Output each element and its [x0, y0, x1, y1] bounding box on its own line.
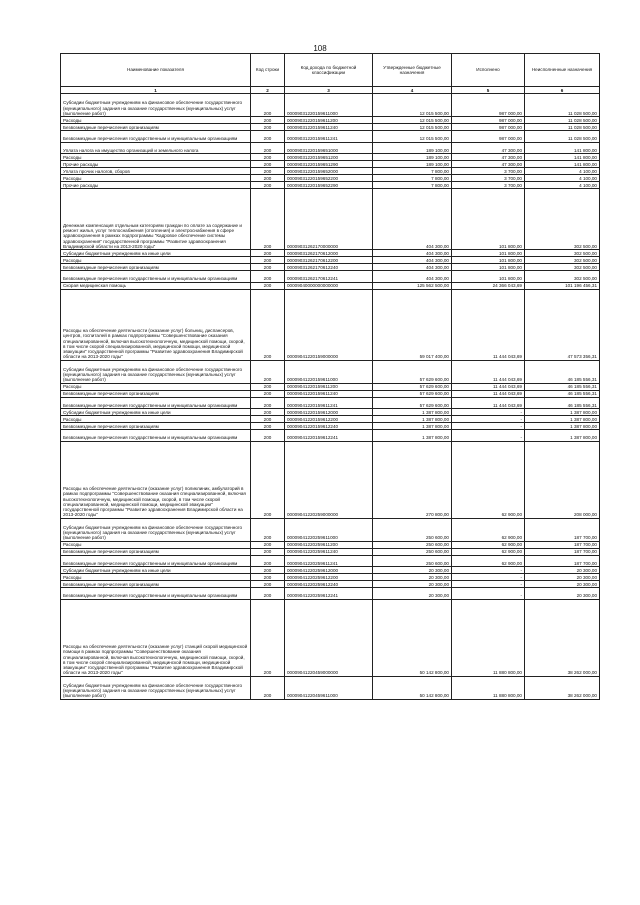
row-code: 200 — [251, 567, 285, 574]
row-approved: 7 800,00 — [373, 168, 452, 175]
row-unexecuted: 46 185 556,31 — [525, 390, 600, 397]
row-executed: 3 700,00 — [452, 182, 525, 189]
row-approved: 1 387 800,00 — [373, 430, 452, 442]
row-executed: 62 900,00 — [452, 518, 525, 541]
column-number-row — [61, 87, 600, 94]
row-approved: 189 100,00 — [373, 161, 452, 168]
row-executed: 987 000,00 — [452, 94, 525, 117]
row-approved: 1 387 800,00 — [373, 409, 452, 416]
row-classification: 00009031262170612240 — [285, 264, 373, 271]
row-executed: 101 800,00 — [452, 250, 525, 257]
row-unexecuted: 4 100,00 — [525, 168, 600, 175]
row-executed: - — [452, 409, 525, 416]
row-unexecuted: 302 500,00 — [525, 257, 600, 264]
row-classification: 00009031220159611200 — [285, 117, 373, 124]
row-name: Расходы — [61, 117, 251, 124]
row-classification: 00009041220159612200 — [285, 416, 373, 423]
row-unexecuted: 11 028 500,00 — [525, 124, 600, 131]
row-unexecuted: 11 028 500,00 — [525, 131, 600, 143]
table-row — [61, 131, 600, 143]
row-executed: 11 444 043,69 — [452, 383, 525, 390]
row-code: 200 — [251, 189, 285, 250]
row-executed: 47 300,00 — [452, 154, 525, 161]
row-classification: 00009041220259000000 — [285, 441, 373, 518]
row-classification: 00009041220159611000 — [285, 360, 373, 383]
row-approved: 57 629 600,00 — [373, 397, 452, 409]
table-row — [61, 390, 600, 397]
row-code: 200 — [251, 264, 285, 271]
row-code: 200 — [251, 117, 285, 124]
row-unexecuted: 101 196 456,31 — [525, 282, 600, 289]
header-classification: Код дохода по бюджетной классификации — [285, 54, 373, 87]
row-name: Безвозмездные перечисления организациям — [61, 124, 251, 131]
row-name: Субсидии бюджетным учреждениям на иные цели — [61, 250, 251, 257]
row-name: Субсидии бюджетным учреждениям на иные цели — [61, 409, 251, 416]
row-name: Безвозмездные перечисления организациям — [61, 548, 251, 555]
row-approved: 20 300,00 — [373, 574, 452, 581]
row-code: 200 — [251, 289, 285, 360]
row-unexecuted: 46 185 556,31 — [525, 397, 600, 409]
row-executed: - — [452, 567, 525, 574]
row-classification: 00009041220259612240 — [285, 581, 373, 588]
row-unexecuted: 302 500,00 — [525, 264, 600, 271]
row-code: 200 — [251, 360, 285, 383]
column-number: 6 — [525, 87, 600, 94]
row-code: 200 — [251, 154, 285, 161]
table-row — [61, 541, 600, 548]
row-code: 200 — [251, 588, 285, 600]
row-code: 200 — [251, 416, 285, 423]
row-unexecuted: 11 028 500,00 — [525, 117, 600, 124]
table-row — [61, 588, 600, 600]
row-code: 200 — [251, 161, 285, 168]
row-classification: 00009031262170612241 — [285, 271, 373, 283]
row-name: Уплата налога на имущество организаций и земельного налога — [61, 142, 251, 154]
row-name: Безвозмездные перечисления организациям — [61, 264, 251, 271]
row-classification: 00009031220159611240 — [285, 124, 373, 131]
row-approved: 12 015 500,00 — [373, 124, 452, 131]
row-classification: 00009031220159611241 — [285, 131, 373, 143]
table-body — [61, 94, 600, 700]
row-classification: 00009041220459000000 — [285, 599, 373, 676]
row-classification: 00009041220259611241 — [285, 555, 373, 567]
row-unexecuted: 4 100,00 — [525, 182, 600, 189]
row-code: 200 — [251, 409, 285, 416]
row-executed: 47 300,00 — [452, 161, 525, 168]
row-name: Расходы — [61, 175, 251, 182]
row-unexecuted: 1 387 800,00 — [525, 416, 600, 423]
row-approved: 12 015 500,00 — [373, 131, 452, 143]
row-classification: 00009031220159651000 — [285, 142, 373, 154]
row-classification: 00009041220159612240 — [285, 423, 373, 430]
header-name: Наименование показателя — [61, 54, 251, 87]
row-name: Субсидии бюджетным учреждениям на иные цели — [61, 567, 251, 574]
row-approved: 404 300,00 — [373, 271, 452, 283]
row-executed: 11 880 800,00 — [452, 676, 525, 699]
row-executed: 3 700,00 — [452, 175, 525, 182]
row-unexecuted: 20 300,00 — [525, 567, 600, 574]
header-unexecuted: Неисполненные назначения — [525, 54, 600, 87]
row-approved: 20 300,00 — [373, 588, 452, 600]
row-unexecuted: 141 800,00 — [525, 161, 600, 168]
row-name: Безвозмездные перечисления государственным и муниципальным организациям — [61, 131, 251, 143]
table-row — [61, 250, 600, 257]
row-classification: 00009041220259611000 — [285, 518, 373, 541]
table-row — [61, 154, 600, 161]
row-unexecuted: 20 300,00 — [525, 581, 600, 588]
row-name: Скорая медицинская помощь — [61, 282, 251, 289]
table-row — [61, 409, 600, 416]
row-code: 200 — [251, 397, 285, 409]
row-unexecuted: 187 700,00 — [525, 541, 600, 548]
row-classification: 00009031220159652290 — [285, 182, 373, 189]
row-unexecuted: 20 300,00 — [525, 588, 600, 600]
row-name: Расходы — [61, 257, 251, 264]
table-row — [61, 257, 600, 264]
row-executed: 101 800,00 — [452, 264, 525, 271]
row-code: 200 — [251, 430, 285, 442]
row-code: 200 — [251, 518, 285, 541]
row-unexecuted: 47 573 356,31 — [525, 289, 600, 360]
column-number: 5 — [452, 87, 525, 94]
row-classification: 00009031220159611000 — [285, 94, 373, 117]
row-executed: 62 900,00 — [452, 541, 525, 548]
table-row — [61, 182, 600, 189]
row-approved: 1 387 800,00 — [373, 423, 452, 430]
row-executed: - — [452, 588, 525, 600]
row-name: Прочие расходы — [61, 182, 251, 189]
row-name: Уплата прочих налогов, сборов — [61, 168, 251, 175]
row-code: 200 — [251, 182, 285, 189]
row-unexecuted: 302 500,00 — [525, 271, 600, 283]
table-row — [61, 567, 600, 574]
row-classification: 00009040000000000000 — [285, 282, 373, 289]
table-row — [61, 581, 600, 588]
row-executed: - — [452, 416, 525, 423]
row-approved: 125 562 500,00 — [373, 282, 452, 289]
row-code: 200 — [251, 581, 285, 588]
row-executed: 11 444 043,69 — [452, 397, 525, 409]
row-approved: 59 017 400,00 — [373, 289, 452, 360]
row-code: 200 — [251, 175, 285, 182]
row-classification: 00009041220259612000 — [285, 567, 373, 574]
row-executed: 11 880 800,00 — [452, 599, 525, 676]
row-code: 200 — [251, 676, 285, 699]
row-approved: 250 600,00 — [373, 518, 452, 541]
row-executed: - — [452, 423, 525, 430]
row-approved: 189 100,00 — [373, 142, 452, 154]
row-executed: 11 444 043,69 — [452, 390, 525, 397]
row-classification: 00009041220259611200 — [285, 541, 373, 548]
row-code: 200 — [251, 142, 285, 154]
row-unexecuted: 187 700,00 — [525, 518, 600, 541]
row-classification: 00009041220459611000 — [285, 676, 373, 699]
row-executed: 3 700,00 — [452, 168, 525, 175]
row-code: 200 — [251, 548, 285, 555]
row-classification: 00009031220159652200 — [285, 175, 373, 182]
row-approved: 270 800,00 — [373, 441, 452, 518]
row-classification: 00009041220259611240 — [285, 548, 373, 555]
row-unexecuted: 208 000,00 — [525, 441, 600, 518]
row-approved: 250 600,00 — [373, 555, 452, 567]
table-row — [61, 161, 600, 168]
table-row — [61, 430, 600, 442]
table-row — [61, 397, 600, 409]
row-approved: 404 300,00 — [373, 264, 452, 271]
table-row — [61, 676, 600, 699]
table-row — [61, 117, 600, 124]
row-name: Безвозмездные перечисления организациям — [61, 423, 251, 430]
row-approved: 12 015 500,00 — [373, 117, 452, 124]
row-approved: 20 300,00 — [373, 581, 452, 588]
row-name: Расходы — [61, 154, 251, 161]
row-name: Расходы — [61, 541, 251, 548]
column-number: 1 — [61, 87, 251, 94]
row-code: 200 — [251, 250, 285, 257]
row-unexecuted: 11 028 500,00 — [525, 94, 600, 117]
row-approved: 57 629 600,00 — [373, 390, 452, 397]
row-classification: 00009031262170000000 — [285, 189, 373, 250]
row-code: 200 — [251, 168, 285, 175]
row-unexecuted: 141 800,00 — [525, 142, 600, 154]
row-executed: 987 000,00 — [452, 124, 525, 131]
row-executed: 987 000,00 — [452, 131, 525, 143]
row-name: Субсидии бюджетным учреждениям на финансовое обеспечение государственного (муниципального) задания на оказание государственных (муниципальных) услуг (выполнение работ) — [61, 518, 251, 541]
row-approved: 7 800,00 — [373, 175, 452, 182]
table-row — [61, 574, 600, 581]
table-row — [61, 416, 600, 423]
row-unexecuted: 302 500,00 — [525, 189, 600, 250]
table-row — [61, 383, 600, 390]
row-executed: 62 900,00 — [452, 555, 525, 567]
row-name: Субсидии бюджетным учреждениям на финансовое обеспечение государственного (муниципального) задания на оказание государственных (муниципальных) услуг (выполнение работ) — [61, 360, 251, 383]
row-approved: 1 387 800,00 — [373, 416, 452, 423]
row-executed: 101 800,00 — [452, 189, 525, 250]
header-code: Код строки — [251, 54, 285, 87]
row-unexecuted: 1 387 800,00 — [525, 423, 600, 430]
row-approved: 57 629 600,00 — [373, 360, 452, 383]
table-row — [61, 264, 600, 271]
row-executed: - — [452, 430, 525, 442]
row-classification: 00009031220159651200 — [285, 154, 373, 161]
table-row — [61, 548, 600, 555]
row-approved: 50 142 800,00 — [373, 676, 452, 699]
row-code: 200 — [251, 271, 285, 283]
row-classification: 00009041220159611200 — [285, 383, 373, 390]
row-code: 200 — [251, 599, 285, 676]
table-row — [61, 289, 600, 360]
row-classification: 00009041220159611241 — [285, 397, 373, 409]
row-name: Денежная компенсация отдельным категориям граждан по оплате за содержание и ремонт жилья, услуг теплоснабжения (отопления) и электроснабжения в сфере здравоохранения в рамках подпрограммы "Кадровое обеспечение системы здравоохранения" государственной программы "Развитие здравоохранения Владимирской области на 2013-2020 годы" — [61, 189, 251, 250]
row-classification: 00009041220259612241 — [285, 588, 373, 600]
table-row — [61, 555, 600, 567]
row-code: 200 — [251, 541, 285, 548]
row-code: 200 — [251, 94, 285, 117]
row-unexecuted: 187 700,00 — [525, 555, 600, 567]
table-row — [61, 360, 600, 383]
row-approved: 250 600,00 — [373, 548, 452, 555]
table-row — [61, 518, 600, 541]
table-row — [61, 189, 600, 250]
table-row — [61, 271, 600, 283]
row-approved: 20 300,00 — [373, 567, 452, 574]
row-code: 200 — [251, 441, 285, 518]
row-approved: 50 142 800,00 — [373, 599, 452, 676]
row-unexecuted: 46 185 556,31 — [525, 383, 600, 390]
row-classification: 00009041220159612241 — [285, 430, 373, 442]
row-unexecuted: 1 387 800,00 — [525, 409, 600, 416]
row-unexecuted: 141 800,00 — [525, 154, 600, 161]
row-code: 200 — [251, 383, 285, 390]
row-classification: 00009041220159611240 — [285, 390, 373, 397]
row-name: Безвозмездные перечисления государственным и муниципальным организациям — [61, 555, 251, 567]
table-row — [61, 441, 600, 518]
row-classification: 00009031262170612000 — [285, 250, 373, 257]
table-row — [61, 94, 600, 117]
row-executed: 62 900,00 — [452, 548, 525, 555]
row-approved: 404 300,00 — [373, 250, 452, 257]
row-unexecuted: 1 387 800,00 — [525, 430, 600, 442]
row-name: Расходы на обеспечение деятельности (оказание услуг) больниц, диспансеров, центров, госпиталей в рамках подпрограммы "Совершенствование оказания специализированной, включая высокотехнологичную, медицинской помощи, скорой, в том числе скорой специализированной, медицинской помощи, медицинской эвакуации" государственной программы "Развитие здравоохранения Владимирской области на 2013-2020 годы" — [61, 289, 251, 360]
row-name: Безвозмездные перечисления организациям — [61, 390, 251, 397]
row-classification: 00009041220259612200 — [285, 574, 373, 581]
table-row — [61, 423, 600, 430]
table-row — [61, 282, 600, 289]
header-executed: Исполнено — [452, 54, 525, 87]
row-unexecuted: 20 300,00 — [525, 574, 600, 581]
row-unexecuted: 46 185 556,31 — [525, 360, 600, 383]
row-executed: - — [452, 581, 525, 588]
row-unexecuted: 38 262 000,00 — [525, 599, 600, 676]
row-name: Расходы на обеспечение деятельности (оказание услуг) станций скорой медицинской помощи в рамках подпрограммы "Совершенствование оказания специализированной, включая высокотехнологичную, медицинской помощи, скорой, в том числе скорой специализированной, медицинской помощи, медицинской эвакуации" государственной программы "Развитие здравоохранения Владимирской области на 2013-2020 годы" — [61, 599, 251, 676]
row-code: 200 — [251, 423, 285, 430]
row-executed: 62 900,00 — [452, 441, 525, 518]
row-code: 200 — [251, 124, 285, 131]
row-executed: 101 800,00 — [452, 257, 525, 264]
row-name: Безвозмездные перечисления государственным и муниципальным организациям — [61, 397, 251, 409]
table-header-row — [61, 54, 600, 87]
row-approved: 250 600,00 — [373, 541, 452, 548]
table-row — [61, 175, 600, 182]
row-executed: 11 444 043,69 — [452, 360, 525, 383]
page-number: 108 — [313, 44, 327, 53]
row-code: 200 — [251, 282, 285, 289]
row-name: Расходы — [61, 416, 251, 423]
row-approved: 12 015 500,00 — [373, 94, 452, 117]
row-name: Безвозмездные перечисления государственным и муниципальным организациям — [61, 588, 251, 600]
row-approved: 189 100,00 — [373, 154, 452, 161]
row-code: 200 — [251, 574, 285, 581]
column-number: 3 — [285, 87, 373, 94]
table-row — [61, 168, 600, 175]
row-approved: 404 300,00 — [373, 257, 452, 264]
row-executed: 11 444 043,69 — [452, 289, 525, 360]
row-executed: 24 366 043,69 — [452, 282, 525, 289]
row-unexecuted: 302 500,00 — [525, 250, 600, 257]
row-classification: 00009031220159651290 — [285, 161, 373, 168]
row-name: Безвозмездные перечисления организациям — [61, 581, 251, 588]
row-name: Безвозмездные перечисления государственным и муниципальным организациям — [61, 430, 251, 442]
row-executed: - — [452, 574, 525, 581]
row-name: Субсидии бюджетным учреждениям на финансовое обеспечение государственного (муниципального) задания на оказание государственных (муниципальных) услуг (выполнение работ) — [61, 676, 251, 699]
row-classification: 00009041220159000000 — [285, 289, 373, 360]
row-name: Прочие расходы — [61, 161, 251, 168]
row-name: Расходы на обеспечение деятельности (оказание услуг) поликлиник, амбулаторий в рамках подпрограммы "Совершенствование оказания специализированной, включая высокотехнологичную, медицинской помощи, скорой, в том числе скорой специализированной, медицинской помощи, медицинской эвакуации" государственной программы "Развитие здравоохранения Владимирской области на 2013-2020 годы" — [61, 441, 251, 518]
row-executed: 987 000,00 — [452, 117, 525, 124]
row-classification: 00009031220159652000 — [285, 168, 373, 175]
row-code: 200 — [251, 555, 285, 567]
report-table — [60, 53, 600, 700]
row-code: 200 — [251, 257, 285, 264]
row-unexecuted: 4 100,00 — [525, 175, 600, 182]
row-approved: 57 629 600,00 — [373, 383, 452, 390]
header-approved: Утвержденные бюджетные назначения — [373, 54, 452, 87]
column-number: 2 — [251, 87, 285, 94]
table-row — [61, 142, 600, 154]
row-name: Расходы — [61, 574, 251, 581]
row-approved: 7 800,00 — [373, 182, 452, 189]
row-name: Безвозмездные перечисления государственным и муниципальным организациям — [61, 271, 251, 283]
row-name: Субсидии бюджетным учреждениям на финансовое обеспечение государственного (муниципального) задания на оказание государственных (муниципальных) услуг (выполнение работ) — [61, 94, 251, 117]
row-classification: 00009041220159612000 — [285, 409, 373, 416]
row-executed: 47 300,00 — [452, 142, 525, 154]
row-unexecuted: 38 262 000,00 — [525, 676, 600, 699]
row-approved: 404 300,00 — [373, 189, 452, 250]
row-classification: 00009031262170612200 — [285, 257, 373, 264]
column-number: 4 — [373, 87, 452, 94]
row-executed: 101 800,00 — [452, 271, 525, 283]
row-code: 200 — [251, 131, 285, 143]
table-row — [61, 599, 600, 676]
row-unexecuted: 187 700,00 — [525, 548, 600, 555]
table-row — [61, 124, 600, 131]
row-code: 200 — [251, 390, 285, 397]
row-name: Расходы — [61, 383, 251, 390]
